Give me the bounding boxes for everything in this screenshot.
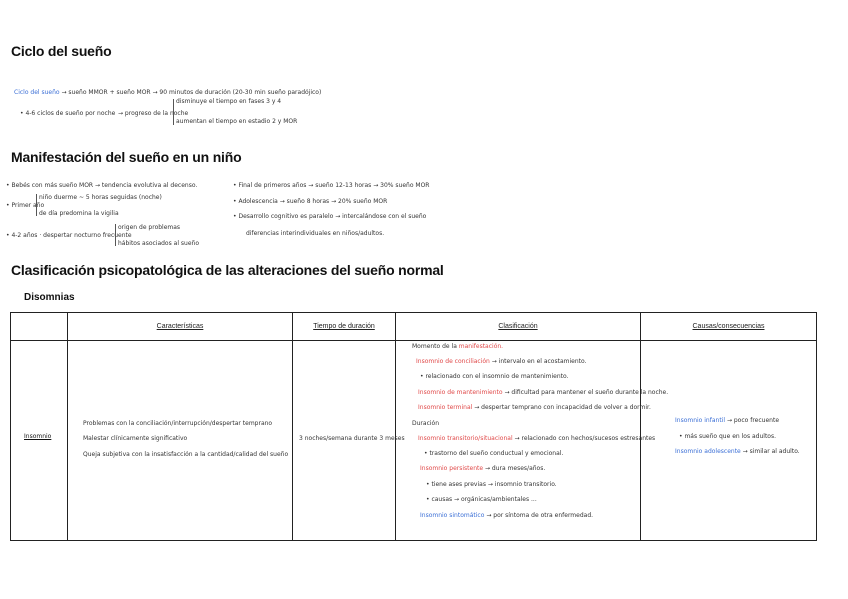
clasificacion-cell (396, 341, 669, 541)
header-clasificacion: Clasificación (396, 313, 641, 341)
clasif-11: • causas → orgánicas/ambientales ... (426, 496, 537, 503)
clasif-title: Clasificación psicopatológica de las alteraciones del sueño normal (11, 262, 444, 278)
clasif-1: Momento de la manifestación. (412, 343, 504, 350)
clasif-5: Insomnio terminal → despertar temprano con incapacidad de volver a dormir. (418, 404, 651, 411)
header-empty (11, 313, 68, 341)
ciclo-note-2: • 4-6 ciclos de sueño por noche (20, 110, 116, 117)
causas-2: • más sueño que en los adultos. (679, 433, 776, 440)
manif-left-1: • Bebés con más sueño MOR → tendencia evolutiva al decenso. (6, 182, 198, 189)
ciclo-note-5: aumentan el tiempo en estadio 2 y MOR (176, 118, 298, 125)
header-causas: Causas/consecuencias (641, 313, 817, 341)
manif-brace-1 (36, 194, 37, 216)
clasif-8: • trastorno del sueño conductual y emocional. (424, 450, 564, 457)
tiempo-cell (293, 341, 405, 541)
caract-2: Malestar clínicamente significativo (83, 435, 188, 442)
causas-cell (641, 341, 817, 541)
insomnio-table (10, 312, 817, 541)
causas-1: Insomnio infantil → poco frecuente (675, 417, 780, 424)
clasif-3: • relacionado con el insomnio de mantenimiento. (420, 373, 569, 380)
ciclo-brace (173, 99, 174, 125)
table-row (11, 341, 817, 541)
clasif-4: Insomnio de mantenimiento → dificultad para mantener el sueño durante la noche. (418, 389, 669, 396)
manif-right-4: diferencias interindividuales en niños/adultos. (246, 230, 385, 237)
ciclo-title: Ciclo del sueño (11, 43, 112, 59)
manif-left-4: de día predomina la vigilia (39, 210, 119, 217)
ciclo-note-4: disminuye el tiempo en fases 3 y 4 (176, 98, 282, 105)
caracteristicas-cell (68, 341, 293, 541)
table-header-row (11, 313, 817, 341)
manif-right-1: • Final de primeros años → sueño 12-13 horas → 30% sueño MOR (233, 182, 430, 189)
disomnias-heading: Disomnias (24, 292, 75, 303)
clasif-2: Insomnio de conciliación → intervalo en el acostamiento. (416, 358, 587, 365)
caract-1: Problemas con la conciliación/interrupción/despertar temprano (83, 420, 273, 427)
clasif-9: Insomnio persistente → dura meses/años. (420, 465, 546, 472)
ciclo-note-1: Ciclo del sueño → sueño MMOR + sueño MOR → 90 minutos de duración (20-30 min sueño paradójico) (14, 89, 322, 96)
manif-brace-2 (115, 224, 116, 246)
header-caracteristicas: Características (68, 313, 293, 341)
manif-left-5: • 4-2 años · despertar nocturno frecuente (6, 232, 132, 239)
clasif-6: Duración (412, 420, 440, 427)
manif-title: Manifestación del sueño en un niño (11, 149, 242, 165)
row-label: Insomnio (24, 433, 52, 440)
causas-3: Insomnio adolescente → similar al adulto. (675, 448, 800, 455)
manif-left-7: hábitos asociados al sueño (118, 240, 199, 247)
manif-left-3: niño duerme ~ 5 horas seguidas (noche) (39, 194, 162, 201)
clasif-7: Insomnio transitorio/situacional → relacionado con hechos/sucesos estresantes (418, 435, 656, 442)
clasif-12: Insomnio sintomático → por síntoma de otra enfermedad. (420, 512, 594, 519)
row-label-cell (11, 341, 68, 541)
ciclo-note-3: → progreso de la noche (118, 110, 189, 117)
header-tiempo: Tiempo de duración (293, 313, 396, 341)
manif-right-2: • Adolescencia → sueño 8 horas → 20% sueño MOR (233, 198, 388, 205)
manif-left-2: • Primer año (6, 202, 45, 209)
tiempo-text: 3 noches/semana durante 3 meses (299, 435, 405, 442)
caract-3: Queja subjetiva con la insatisfacción a la cantidad/calidad del sueño (83, 451, 289, 458)
manif-left-6: origen de problemas (118, 224, 181, 231)
manif-right-3: • Desarrollo cognitivo es paralelo → intercalándose con el sueño (233, 213, 427, 220)
clasif-10: • tiene ases previas → insomnio transitorio. (426, 481, 557, 488)
